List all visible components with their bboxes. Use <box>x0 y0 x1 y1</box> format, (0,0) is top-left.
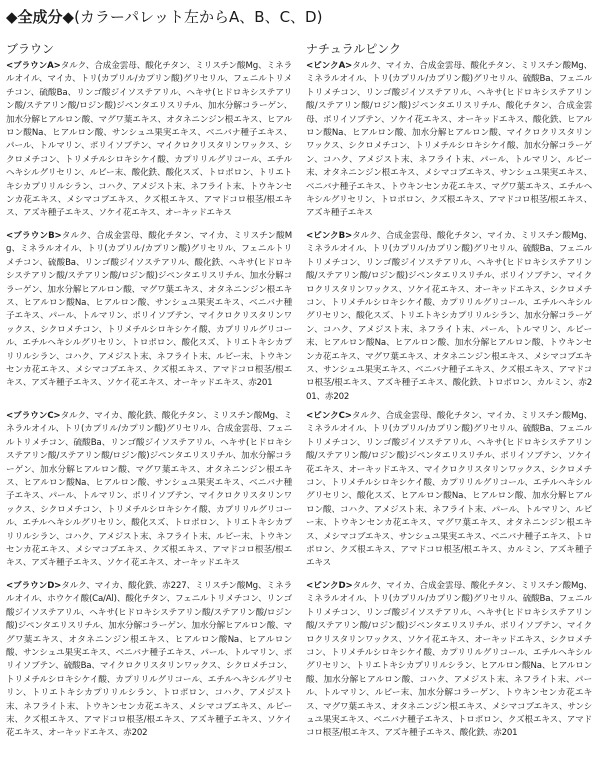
ingredients-brown-a <box>6 60 292 221</box>
shade-name: <ブラウンA> <box>6 61 61 71</box>
ingredient-list: タルク、合成金雲母、酸化チタン、マイカ、ミリスチン酸Mg、ミネラルオイル、トリ(カプリル/カプリン酸)グリセリル、硫酸Ba、フェニルトリメチコン、リンゴ酸ジイソステアリル、ヘキサ(ヒドロキシステアリン酸/ステアリン酸/ロジン酸)ジペンタエリスリチル、ポリイソブテン、マイクロクリスタリンワックス、ソケイ花エキス、オーキッドエキス、シクロメチコン、トリメチルシロキシケイ酸、カプリリルグリコール、エチルヘキシルグリセリン、酸化スズ、トリエトキシカプリリルシラン、加水分解コラーゲン、コハク、アメジスト末、ネフライト末、パール、トルマリン、ルビー末、ヒアルロン酸Na、ヒアルロン酸、加水分解ヒアルロン酸、トウキンセンカ花エキス、マグワ葉エキス、オタネニンジン根エキス、メシマコブエキス、サンシュユ果実エキス、ベニバナ種子エキス、クズ根エキス、アマドコロ根茎/根エキス、アズキ種子エキス、酸化鉄、トロポロン、カルミン、赤201、赤202 <box>306 231 592 402</box>
ingredients-pink-a <box>306 60 592 221</box>
shade-name: <ブラウンD> <box>6 581 62 591</box>
shade-name: <ピンクD> <box>306 581 353 591</box>
title-subtitle: (カラーパレット左からA、B、C、D) <box>74 8 323 26</box>
ingredients-pink-c <box>306 410 592 571</box>
ingredient-list: タルク、合成金雲母、酸化チタン、マイカ、ミリスチン酸Mg、ミネラルオイル、トリ(カプリル/カプリン酸)グリセリル、硫酸Ba、フェニルトリメチコン、リンゴ酸ジイソステアリル、ヘキサ(ヒドロキシステアリン酸/ステアリン酸/ロジン酸)ジペンタエリスリチル、ポリイソブテン、ソケイ花エキス、オーキッドエキス、マイクロクリスタリンワックス、シクロメチコン、トリメチルシロキシケイ酸、カプリリルグリコール、エチルヘキシルグリセリン、酸化スズ、ヒアルロン酸Na、ヒアルロン酸、加水分解ヒアルロン酸、コハク、アメジスト末、ネフライト末、パール、トルマリン、ルビー末、トウキンセンカ花エキス、マグワ葉エキス、オタネニンジン根エキス、メシマコブエキス、サンシュユ果実エキス、ベニバナ種子エキス、トロポロン、クズ根エキス、アマドコロ根茎/根エキス、カルミン、アズキ種子エキス <box>306 411 593 569</box>
ingredients-pink-b <box>306 230 592 404</box>
column-heading-natural-pink: ナチュラルピンク <box>306 42 402 56</box>
ingredient-list: タルク、マイカ、酸化鉄、赤227、ミリスチン酸Mg、ミネラルオイル、ホウケイ酸(Ca/Al)、酸化チタン、フェニルトリメチコン、リンゴ酸ジイソステアリル、ヘキサ(ヒドロキシステアリン酸/ステアリン酸/ロジン酸)ジペンタエリスリチル、加水分解コラーゲン、加水分解ヒアルロン酸、マグワ葉エキス、オタネニンジン根エキス、ヒアルロン酸Na、ヒアルロン酸、サンシュユ果実エキス、ベニバナ種子エキス、パール、トルマリン、ポリイソブテン、硫酸Ba、マイクロクリスタリンワックス、シクロメチコン、トリメチルシロキシケイ酸、カプリリルグリコール、エチルヘキシルグリセリン、トリエトキシカプリリルシラン、トロポロン、コハク、アメジスト末、ネフライト末、トウキンセンカ花エキス、メシマコブエキス、ルビー末、クズ根エキス、アマドコロ根茎/根エキス、アズキ種子エキス、ソケイ花エキス、オーキッドエキス、赤202 <box>6 581 292 739</box>
ingredients-pink-d <box>306 580 592 741</box>
ingredient-list: タルク、マイカ、酸化鉄、酸化チタン、ミリスチン酸Mg、ミネラルオイル、トリ(カプリル/カプリン酸)グリセリル、合成金雲母、フェニルトリメチコン、硫酸Ba、リンゴ酸ジイソステアリル、ヘキサ(ヒドロキシステアリン酸/ステアリン酸/ロジン酸)ジペンタエリスリチル、加水分解コラーゲン、加水分解ヒアルロン酸、マグワ葉エキス、オタネニンジン根エキス、ヒアルロン酸Na、ヒアルロン酸、サンシュユ果実エキス、ベニバナ種子エキス、パール、トルマリン、ポリイソブテン、マイクロクリスタリンワックス、シクロメチコン、トリメチルシロキシケイ酸、カプリリルグリコール、エチルヘキシルグリセリン、酸化スズ、トロポロン、トリエトキシカプリリルシラン、コハク、アメジスト末、ネフライト末、ルビー末、トウキンセンカ花エキス、メシマコブエキス、クズ根エキス、アマドコロ根茎/根エキス、アズキ種子エキス、ソケイ花エキス、オーキッドエキス <box>6 411 292 569</box>
ingredient-list: タルク、マイカ、合成金雲母、酸化チタン、ミリスチン酸Mg、ミネラルオイル、トリ(カプリル/カプリン酸)グリセリル、硫酸Ba、フェニルトリメチコン、リンゴ酸ジイソステアリル、ヘキサ(ヒドロキシステアリン酸/ステアリン酸/ロジン酸)ジペンタエリスリチル、ポリイソブテン、マイクロクリスタリンワックス、ソケイ花エキス、オーキッドエキス、シクロメチコン、トリメチルシロキシケイ酸、カプリリルグリコール、エチルヘキシルグリセリン、トリエトキシカプリリルシラン、ヒアルロン酸Na、ヒアルロン酸、加水分解ヒアルロン酸、コハク、アメジスト末、ネフライト末、パール、トルマリン、ルビー末、加水分解コラーゲン、トウキンセンカ花エキス、マグワ葉エキス、オタネニンジン根エキス、メシマコブエキス、サンシュユ果実エキス、ベニバナ種子エキス、トロポロン、クズ根エキス、アマドコロ根茎/根エキス、アズキ種子エキス、酸化鉄、赤201 <box>306 581 592 739</box>
shade-name: <ピンクC> <box>306 411 352 421</box>
ingredients-brown-c <box>6 410 292 571</box>
shade-name: <ピンクB> <box>306 231 352 241</box>
page-title <box>6 4 596 30</box>
ingredient-list: タルク、合成金雲母、酸化チタン、ミリスチン酸Mg、ミネラルオイル、マイカ、トリ(カプリル/カプリン酸)グリセリル、フェニルトリメチコン、硫酸Ba、リンゴ酸ジイソステアリル、ヘキサ(ヒドロキシステアリン酸/ステアリン酸/ロジン酸)ジペンタエリスリチル、加水分解コラーゲン、加水分解ヒアルロン酸、マグワ葉エキス、オタネニンジン根エキス、ヒアルロン酸Na、ヒアルロン酸、サンシュユ果実エキス、ベニバナ種子エキス、パール、トルマリン、ポリイソブテン、マイクロクリスタリンワックス、シクロメチコン、トリメチルシロキシケイ酸、カプリリルグリコール、エチルヘキシルグリセリン、ルビー末、酸化鉄、酸化スズ、トロポロン、トリエトキシカプリリルシラン、コハク、アメジスト末、ネフライト末、トウキンセンカ花エキス、メシマコブエキス、クズ根エキス、アマドコロ根茎/根エキス、アズキ種子エキス、ソケイ花エキス、オーキッドエキス <box>6 61 292 219</box>
shade-name: <ブラウンC> <box>6 411 61 421</box>
ingredient-list: タルク、合成金雲母、酸化チタン、マイカ、ミリスチン酸Mg、ミネラルオイル、トリ(カプリル/カプリン酸)グリセリル、フェニルトリメチコン、硫酸Ba、リンゴ酸ジイソステアリル、酸化鉄、ヘキサ(ヒドロキシステアリン酸/ステアリン酸/ロジン酸)ジペンタエリスリチル、加水分解コラーゲン、加水分解ヒアルロン酸、マグワ葉エキス、オタネニンジン根エキス、ヒアルロン酸Na、ヒアルロン酸、サンシュユ果実エキス、ベニバナ種子エキス、パール、トルマリン、ポリイソブテン、マイクロクリスタリンワックス、シクロメチコン、トリメチルシロキシケイ酸、カプリリルグリコール、エチルヘキシルグリセリン、トロポロン、酸化スズ、トリエトキシカプリリルシラン、コハク、アメジスト末、ネフライト末、ルビー末、トウキンセンカ花エキス、メシマコブエキス、クズ根エキス、アマドコロ根茎/根エキス、アズキ種子エキス、ソケイ花エキス、オーキッドエキス、赤201 <box>6 231 292 389</box>
shade-name: <ブラウンB> <box>6 231 62 241</box>
ingredients-brown-d <box>6 580 292 741</box>
title-main: ◆全成分◆ <box>6 8 75 26</box>
shade-name: <ピンクA> <box>306 61 353 71</box>
ingredients-brown-b <box>6 230 292 391</box>
ingredient-list: タルク、マイカ、合成金雲母、酸化チタン、ミリスチン酸Mg、ミネラルオイル、トリ(カプリル/カプリン酸)グリセリル、硫酸Ba、フェニルトリメチコン、リンゴ酸ジイソステアリル、ヘキサ(ヒドロキシステアリン酸/ステアリン酸/ロジン酸)ジペンタエリスリチル、酸化チタン、合成金雲母、ポリイソブテン、ソケイ花エキス、オーキッドエキス、酸化鉄、ヒアルロン酸Na、ヒアルロン酸、加水分解ヒアルロン酸、マイクロクリスタリンワックス、シクロメチコン、トリメチルシロキシケイ酸、加水分解コラーゲン、コハク、アメジスト末、ネフライト末、パール、トルマリン、ルビー末、オタネニンジン根エキス、メシマコブエキス、サンシュユ果実エキス、ベニバナ種子エキス、トウキンセンカ花エキス、マグワ葉エキス、エチルヘキシルグリセリン、トロポロン、クズ根エキス、アマドコロ根茎/根エキス、アズキ種子エキス <box>306 61 593 219</box>
column-heading-brown: ブラウン <box>6 42 55 56</box>
